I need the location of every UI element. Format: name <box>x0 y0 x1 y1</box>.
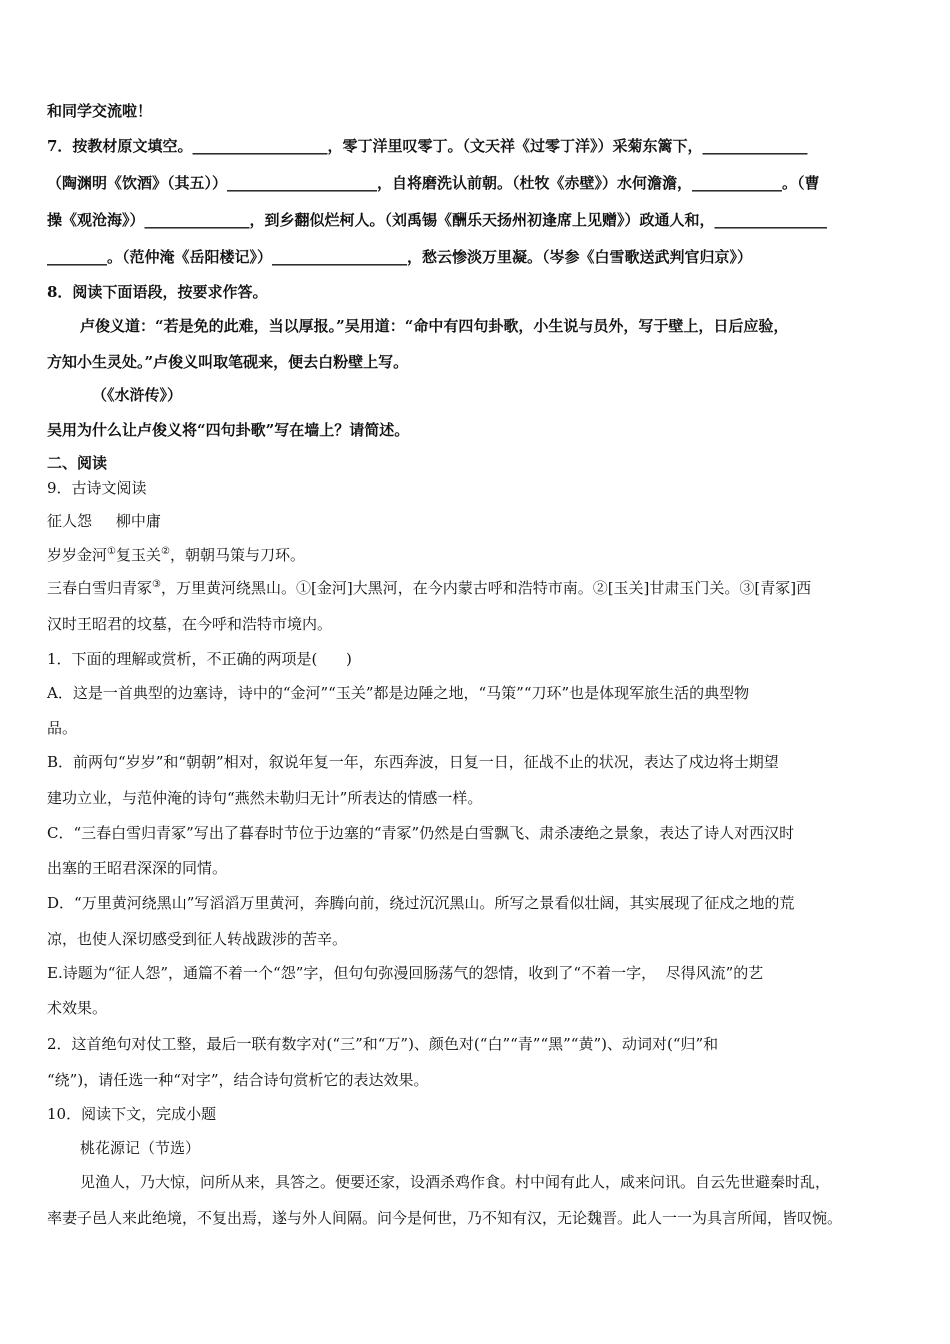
section-title: 二、阅读 <box>47 454 108 472</box>
q10-title: 10．阅读下文，完成小题 <box>47 1105 217 1123</box>
option-b-line-1: B．前两句“岁岁”和“朝朝”相对，叙说年复一年，东西奔波，日复一日，征战不止的状况，表达了戍边将士期望 <box>47 753 779 771</box>
q9-sub-question-2-line-2: “绕”)，请任选一种“对字”，结合诗句赏析它的表达效果。 <box>47 1071 429 1089</box>
footnote-continued: 汉时王昭君的坟墓，在今呼和浩特市境内。 <box>47 615 333 633</box>
poem-line-1 <box>47 545 907 565</box>
poem-line-1-part-b: 复玉关 <box>115 546 161 564</box>
option-a-line-2: 品。 <box>47 719 78 737</box>
q10-passage-line-1: 见渔人，乃大惊，问所从来，具答之。便要还家，设酒杀鸡作食。村中闻有此人，咸来问讯。自云先世避秦时乱， <box>80 1173 831 1191</box>
option-e-line-1: E.诗题为“征人怨”，通篇不着一个“怨”字，但句句弥漫回肠荡气的怨情，收到了“不着一字， 尽得风流”的艺 <box>47 964 764 982</box>
q7-line-4: ________。（范仲淹《岳阳楼记》）__________________，愁云惨淡万里凝。（岑参《白雪歌送武判官归京》） <box>47 248 753 266</box>
q8-passage-line-1: 卢俊义道：“若是免的此难，当以厚报。”吴用道：“命中有四句卦歌，小生说与员外，写于壁上，日后应验， <box>80 317 789 335</box>
q10-text-title: 桃花源记（节选） <box>80 1139 201 1157</box>
poem-line-2-part-b: ，万里黄河绕黑山。①[金河]大黑河，在今内蒙古呼和浩特市南。②[玉关]甘肃玉门关。③[青冢]西 <box>160 579 812 597</box>
q7-line-1: 7．按教材原文填空。__________________，零丁洋里叹零丁。（文天祥《过零丁洋》）采菊东篱下，______________ <box>47 137 808 155</box>
footnote-mark-2: ② <box>161 546 170 557</box>
option-a-line-1: A．这是一首典型的边塞诗，诗中的“金河”“玉关”都是边陲之地，“马策”“刀环”也是体现军旅生活的典型物 <box>47 684 750 702</box>
poem-line-2 <box>47 578 907 598</box>
footnote-mark-1: ① <box>107 546 116 557</box>
option-d-line-2: 凉，也使人深切感受到征人转战跋涉的苦辛。 <box>47 930 348 948</box>
q7-line-2: （陶渊明《饮酒》（其五））____________________，自将磨洗认前朝。（杜牧《赤壁》）水何澹澹，____________。（曹 <box>47 174 820 192</box>
poem-line-1-part-a: 岁岁金河 <box>47 546 108 564</box>
q7-lead-text: 和同学交流啦！ <box>47 102 153 120</box>
q8-passage-line-2: 方知小生灵处。”卢俊义叫取笔砚来，便去白粉壁上写。 <box>47 353 409 371</box>
poem-line-2-part-a: 三春白雪归青冢 <box>47 579 153 597</box>
q9-sub-question-1: 1．下面的理解或赏析，不正确的两项是( ) <box>47 650 352 668</box>
poem-title: 征人怨 柳中庸 <box>47 512 161 530</box>
q8-title: 8．阅读下面语段，按要求作答。 <box>47 283 268 301</box>
q8-source: （《水浒传》） <box>92 386 183 404</box>
poem-line-1-part-c: ，朝朝马策与刀环。 <box>169 546 305 564</box>
option-e-line-2: 术效果。 <box>47 999 108 1017</box>
q9-sub-question-2-line-1: 2．这首绝句对仗工整，最后一联有数字对(“三”和“万”)、颜色对(“白”“青”“黑”“黄”)、动词对(“归”和 <box>47 1035 719 1053</box>
option-c-line-1: C．“三春白雪归青冢”写出了暮春时节位于边塞的“青冢”仍然是白雪飘飞、肃杀凄绝之景象，表达了诗人对西汉时 <box>47 824 795 842</box>
q8-question: 吴用为什么让卢俊义将“四句卦歌”写在墙上？请简述。 <box>47 421 410 439</box>
q10-passage-line-2: 率妻子邑人来此绝境，不复出焉，遂与外人间隔。问今是何世，乃不知有汉，无论魏晋。此人一一为具言所闻，皆叹惋。 <box>47 1209 843 1227</box>
option-b-line-2: 建功立业，与范仲淹的诗句“燕然未勒归无计”所表达的情感一样。 <box>47 789 483 807</box>
q9-title: 9．古诗文阅读 <box>47 479 147 497</box>
footnote-mark-3: ③ <box>152 579 161 590</box>
option-c-line-2: 出塞的王昭君深深的同情。 <box>47 859 228 877</box>
q7-line-3: 操《观沧海》）______________，到乡翻似烂柯人。（刘禹锡《酬乐天扬州初逢席上见赠》）政通人和，_______________ <box>47 211 828 229</box>
option-d-line-1: D．“万里黄河绕黑山”写滔滔万里黄河，奔腾向前，绕过沉沉黑山。所写之景看似壮阔，其实展现了征戍之地的荒 <box>47 894 795 912</box>
